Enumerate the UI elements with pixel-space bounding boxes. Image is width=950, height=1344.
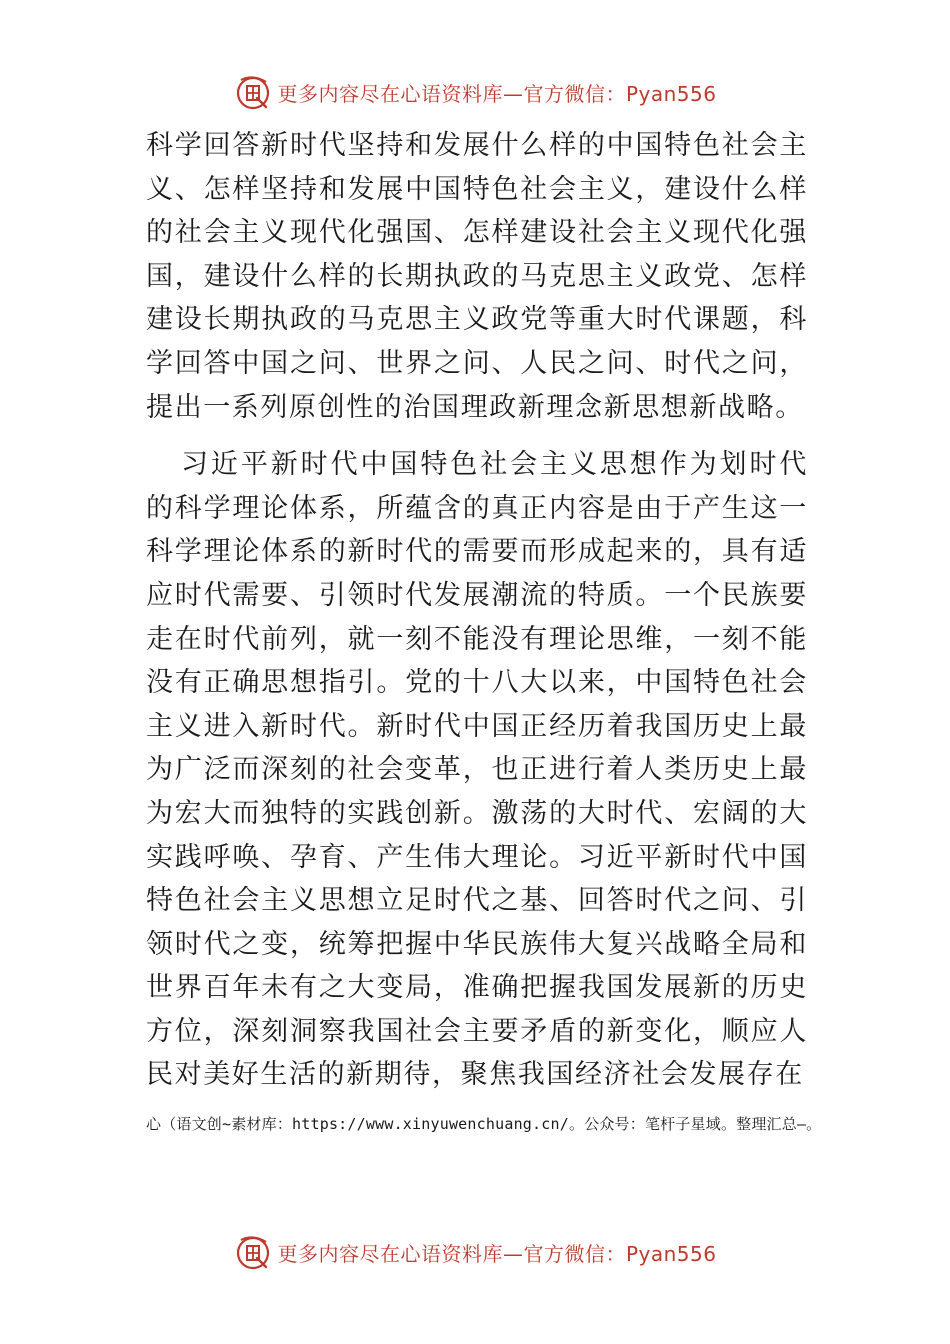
header-banner: [0, 70, 950, 114]
footer-banner-text: 更多内容尽在心语资料库—官方微信：Pyan556: [277, 1241, 717, 1266]
source-note: 心（语文创~素材库：https://www.xinyuwenchuang.cn/。公众号：笔杆子星域。整理汇总—。: [146, 1115, 822, 1133]
document-body: [146, 124, 808, 1097]
red-seal-logo-icon: [233, 72, 273, 112]
paragraph-1: 科学回答新时代坚持和发展什么样的中国特色社会主义、怎样坚持和发展中国特色社会主义，建设什么样的社会主义现代化强国、怎样建设社会主义现代化强国，建设什么样的长期执政的马克思主义政党、怎样建设长期执政的马克思主义政党等重大时代课题，科学回答中国之问、世界之问、人民之问、时代之问，提出一系列原创性的治国理政新理念新思想新战略。: [146, 130, 808, 423]
red-seal-logo-icon: [233, 1232, 273, 1272]
paragraph-2: 习近平新时代中国特色社会主义思想作为划时代的科学理论体系，所蕴含的真正内容是由于产生这一科学理论体系的新时代的需要而形成起来的，具有适应时代需要、引领时代发展潮流的特质。一个民族要走在时代前列，就一刻不能没有理论思维，一刻不能没有正确思想指引。党的十八大以来，中国特色社会主义进入新时代。新时代中国正经历着我国历史上最为广泛而深刻的社会变革，也正进行着人类历史上最为宏大而独特的实践创新。激荡的大时代、宏阔的大实践呼唤、孕育、产生伟大理论。习近平新时代中国特色社会主义思想立足时代之基、回答时代之问、引领时代之变，统筹把握中华民族伟大复兴战略全局和世界百年未有之大变局，准确把握我国发展新的历史方位，深刻洞察我国社会主要矛盾的新变化，顺应人民对美好生活的新期待，聚焦我国经济社会发展存在: [146, 449, 808, 1091]
footer-banner: [0, 1230, 950, 1274]
header-banner-text: 更多内容尽在心语资料库—官方微信：Pyan556: [277, 81, 717, 106]
